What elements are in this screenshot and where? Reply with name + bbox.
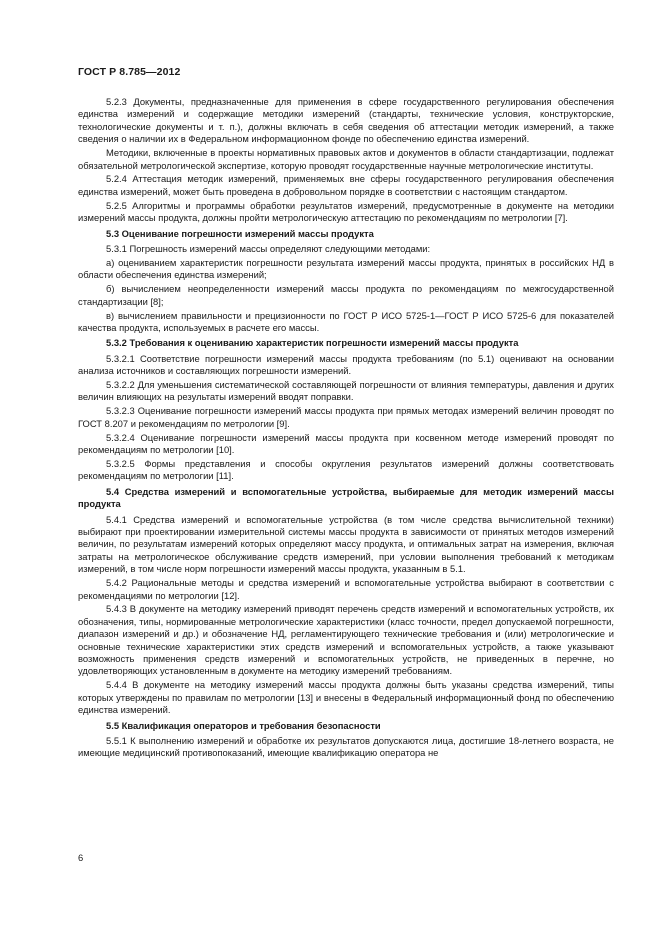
document-body xyxy=(78,96,614,761)
paragraph-5-2-3: 5.2.3 Документы, предназначенные для применения в сфере государственного регулирования обеспечения единства измерений и содержащие методики измерений (стандарты, технические условия, конструкторские, технологические документы и т. п.), должны включать в себя сведения об аттестации методик измерений, а также сведения о наличии их в Федеральном информационном фонде по обеспечению единства измерений. xyxy=(78,96,614,145)
paragraph-5-2-4: 5.2.4 Аттестация методик измерений, применяемых вне сферы государственного регулирования обеспечения единства измерений, может быть проведена в добровольном порядке в соответствии с настоящим стандартом. xyxy=(78,173,614,197)
section-heading-5-3-2: 5.3.2 Требования к оцениванию характеристик погрешности измерений массы продукта xyxy=(106,337,519,349)
paragraph-5-3-2-4: 5.3.2.4 Оценивание погрешности измерений массы продукта при косвенном методе измерений проводят по рекомендациям по метрологии [10]. xyxy=(78,431,614,456)
paragraph-5-3-1: 5.3.1 Погрешность измерений массы определяют следующими методами: xyxy=(106,242,431,254)
list-item-v: в) вычислением правильности и прецизионности по ГОСТ Р ИСО 5725-1—ГОСТ Р ИСО 5725-6 для показателей качества продукта, используемых в расчете его массы. xyxy=(78,309,614,333)
paragraph-5-4-4: 5.4.4 В документе на методику измерений массы продукта должны быть указаны средства измерений, типы которых утверждены по правилам по метрологии [13] и внесены в Федеральный информационный фонд по обеспечению единства измерений. xyxy=(78,679,614,716)
paragraph-5-3-2-1: 5.3.2.1 Соответствие погрешности измерений массы продукта требованиям (по 5.1) оценивают на основании анализа источников и составляющих погрешности измерений. xyxy=(78,352,614,377)
paragraph-5-3-2-5: 5.3.2.5 Формы представления и способы округления результатов измерений должны соответствовать рекомендациям по метрологии [11]. xyxy=(78,457,614,482)
paragraph-methods-expertise: Методики, включенные в проекты нормативных правовых актов и документов в области стандартизации, подлежат обязательной метрологической экспертизе, которую проводят государственные научные метрологические институты. xyxy=(78,147,614,171)
list-item-b: б) вычислением неопределенности измерений массы продукта по рекомендациям по межгосударственной стандартизации [8]; xyxy=(78,283,614,307)
paragraph-5-3-2-2: 5.3.2.2 Для уменьшения систематической составляющей погрешности от влияния температуры, давления и других величин влияющих на результаты измерений вводят поправки. xyxy=(78,379,614,403)
section-heading-5-5: 5.5 Квалификация операторов и требования безопасности xyxy=(106,719,381,731)
page-header: ГОСТ Р 8.785—2012 xyxy=(78,66,181,78)
paragraph-5-3-2-3: 5.3.2.3 Оценивание погрешности измерений массы продукта при прямых методах измерений величин проводят по ГОСТ 8.207 и рекомендациям по метрологии [9]. xyxy=(78,405,614,429)
paragraph-5-4-3: 5.4.3 В документе на методику измерений приводят перечень средств измерений и вспомогательных устройств, их обозначения, типы, нормированные метрологические характеристики (класс точности, предел допускаемой погрешности, диапазон измерений и др.) и обозначение НД, регламентирующего технические требования и (или) метрологические и основные технические характеристики этих средств измерений и вспомогательных устройств, а также указывают возможность применения средств измерений и вспомогательных устройств, не приведенных в перечне, но удовлетворяющих установленным в документе на методику измерений требованиям. xyxy=(78,603,614,677)
paragraph-5-4-1: 5.4.1 Средства измерений и вспомогательные устройства (в том числе средства вычислительной техники) выбирают при проектировании измерительной системы массы продукта в зависимости от принятых методов измерений величин, по результатам измерений которых определяют массу продукта, и оптимальных затрат на измерения, включая затраты на метрологическое обслуживание средств измерений, при условии выполнения требований к методикам измерений, в том числе норм погрешности измерений массы продукта, указанным в 5.1. xyxy=(78,513,614,575)
paragraph-5-4-2: 5.4.2 Рациональные методы и средства измерений и вспомогательные устройства выбирают в соответствии с рекомендациями по метрологии [12]. xyxy=(78,577,614,601)
section-heading-5-4: 5.4 Средства измерений и вспомогательные устройства, выбираемые для методик измерений массы продукта xyxy=(78,485,614,510)
page-number: 6 xyxy=(78,852,84,863)
paragraph-5-2-5: 5.2.5 Алгоритмы и программы обработки результатов измерений, предусмотренные в документе на методики измерений массы продукта, должны пройти метрологическую аттестацию по рекомендациям по метрологии [7]. xyxy=(78,199,614,224)
list-item-a: а) оцениванием характеристик погрешности результата измерений массы продукта, принятых в российских НД в области обеспечения единства измерений; xyxy=(78,256,614,281)
paragraph-5-5-1: 5.5.1 К выполнению измерений и обработке их результатов допускаются лица, достигшие 18-летнего возраста, не имеющие медицинский противопоказаний, имеющие квалификацию оператора не xyxy=(78,735,614,759)
section-heading-5-3: 5.3 Оценивание погрешности измерений массы продукта xyxy=(106,227,374,239)
